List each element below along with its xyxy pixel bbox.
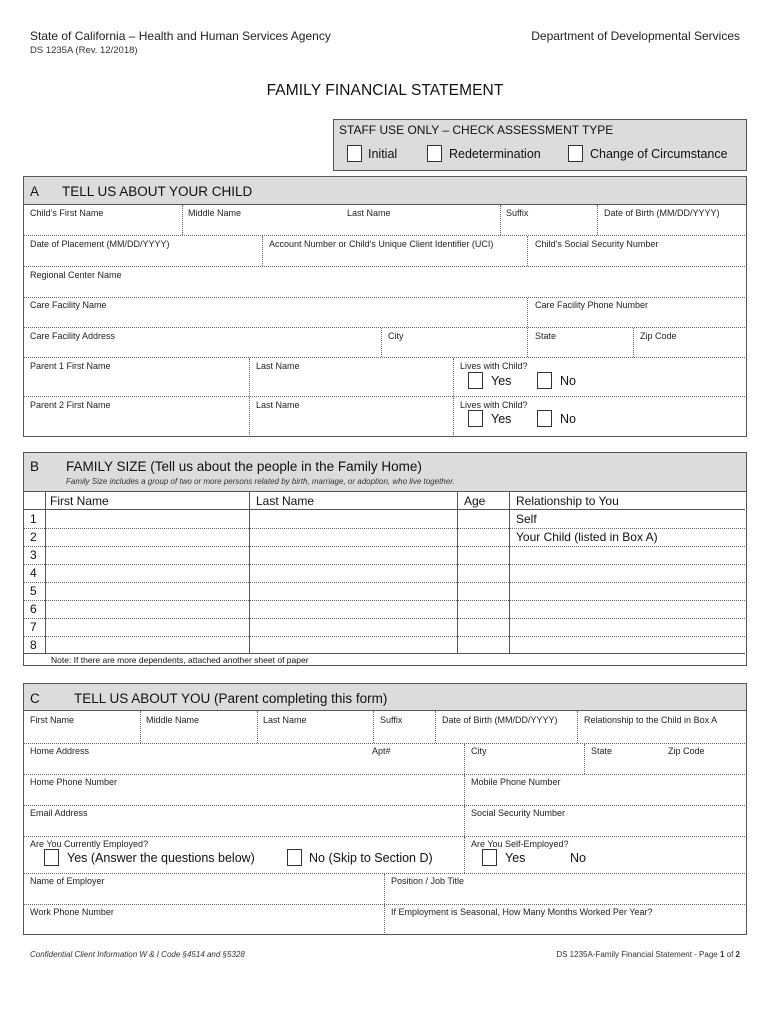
care-facility-state-label: State <box>535 331 557 341</box>
child-first-name-label: Child’s First Name <box>30 208 104 218</box>
footer-confidential: Confidential Client Information W & I Code §4514 and §5328 <box>30 950 245 959</box>
parent-suffix-label: Suffix <box>380 715 403 725</box>
redetermination-label: Redetermination <box>449 147 541 161</box>
care-facility-phone-label: Care Facility Phone Number <box>535 300 649 310</box>
self-employed-yes-checkbox[interactable] <box>482 849 497 866</box>
parent1-first-name-label: Parent 1 First Name <box>30 361 111 371</box>
initial-checkbox[interactable] <box>347 145 362 162</box>
employed-yes-checkbox[interactable] <box>44 849 59 866</box>
child-last-name-label: Last Name <box>347 208 391 218</box>
family-row-number: 8 <box>30 638 37 652</box>
family-row-divider <box>24 546 745 547</box>
employed-yes-label: Yes (Answer the questions below) <box>67 851 255 865</box>
form-id: DS 1235A (Rev. 12/2018) <box>30 45 138 56</box>
position-label: Position / Job Title <box>391 876 465 886</box>
footer-of: of <box>724 950 736 959</box>
family-row-divider <box>24 528 745 529</box>
parent1-yes-checkbox[interactable] <box>468 372 483 389</box>
seasonal-label: If Employment is Seasonal, How Many Months Worked Per Year? <box>391 907 653 917</box>
family-row-relationship: Self <box>516 512 537 526</box>
family-row-divider <box>24 564 745 565</box>
parent-first-name-label: First Name <box>30 715 75 725</box>
parent2-no-label: No <box>560 412 576 426</box>
parent-state-label: State <box>591 746 613 756</box>
section-a-title: TELL US ABOUT YOUR CHILD <box>62 184 253 199</box>
regional-center-label: Regional Center Name <box>30 270 122 280</box>
parent1-no-checkbox[interactable] <box>537 372 552 389</box>
date-placement-label: Date of Placement (MM/DD/YYYY) <box>30 239 170 249</box>
family-table-bottom-rule <box>24 653 745 654</box>
family-row-divider <box>24 636 745 637</box>
parent1-last-name-label: Last Name <box>256 361 300 371</box>
col-last-name: Last Name <box>256 494 315 508</box>
col-relationship: Relationship to You <box>516 494 619 508</box>
redetermination-checkbox[interactable] <box>427 145 442 162</box>
parent2-no-checkbox[interactable] <box>537 410 552 427</box>
family-row-number: 4 <box>30 566 37 580</box>
employed-no-checkbox[interactable] <box>287 849 302 866</box>
section-c-title: TELL US ABOUT YOU (Parent completing this form) <box>74 691 388 706</box>
care-facility-city-label: City <box>388 331 404 341</box>
change-of-circumstance-label: Change of Circumstance <box>590 147 728 161</box>
account-number-label: Account Number or Child’s Unique Client Identifier (UCI) <box>269 239 494 249</box>
self-employed-yes-label: Yes <box>505 851 526 865</box>
mobile-phone-label: Mobile Phone Number <box>471 777 561 787</box>
parent-zip-label: Zip Code <box>668 746 705 756</box>
work-phone-label: Work Phone Number <box>30 907 114 917</box>
family-row-number: 5 <box>30 584 37 598</box>
parent-dob-label: Date of Birth (MM/DD/YYYY) <box>442 715 558 725</box>
parent-relationship-label: Relationship to the Child in Box A <box>584 715 718 725</box>
family-row-divider <box>24 618 745 619</box>
change-of-circumstance-checkbox[interactable] <box>568 145 583 162</box>
care-facility-name-label: Care Facility Name <box>30 300 107 310</box>
footer-page-info <box>556 950 740 959</box>
care-facility-address-label: Care Facility Address <box>30 331 116 341</box>
col-first-name: First Name <box>50 494 109 508</box>
parent2-last-name-label: Last Name <box>256 400 300 410</box>
parent2-yes-checkbox[interactable] <box>468 410 483 427</box>
self-employed-no-label[interactable]: No <box>570 851 586 865</box>
section-b-subtitle: Family Size includes a group of two or more persons related by birth, marriage, or adoption, who live together. <box>66 477 455 486</box>
apt-label: Apt# <box>372 746 391 756</box>
care-facility-zip-label: Zip Code <box>640 331 677 341</box>
section-a-letter: A <box>30 184 40 199</box>
family-row-divider <box>24 582 745 583</box>
footer-form-name: DS 1235A-Family Financial Statement - Page <box>556 950 720 959</box>
child-middle-name-label: Middle Name <box>188 208 242 218</box>
agency-name: State of California – Health and Human Services Agency <box>30 29 331 43</box>
family-row-number: 1 <box>30 512 37 526</box>
home-address-label: Home Address <box>30 746 90 756</box>
family-row-number: 6 <box>30 602 37 616</box>
parent1-no-label: No <box>560 374 576 388</box>
parent-last-name-label: Last Name <box>263 715 307 725</box>
employer-label: Name of Employer <box>30 876 105 886</box>
parent-middle-name-label: Middle Name <box>146 715 200 725</box>
footer-page-total: 2 <box>735 950 740 959</box>
col-age: Age <box>464 494 486 508</box>
email-label: Email Address <box>30 808 88 818</box>
child-dob-label: Date of Birth (MM/DD/YYYY) <box>604 208 720 218</box>
parent-city-label: City <box>471 746 487 756</box>
family-row-number: 2 <box>30 530 37 544</box>
home-phone-label: Home Phone Number <box>30 777 118 787</box>
child-suffix-label: Suffix <box>506 208 529 218</box>
staff-use-title: STAFF USE ONLY – CHECK ASSESSMENT TYPE <box>339 123 614 137</box>
child-ssn-label: Child’s Social Security Number <box>535 239 659 249</box>
initial-label: Initial <box>368 147 398 161</box>
department-name: Department of Developmental Services <box>531 29 740 43</box>
parent-ssn-label: Social Security Number <box>471 808 566 818</box>
footer-page-number: 1 <box>719 950 725 959</box>
parent2-yes-label: Yes <box>491 412 512 426</box>
parent1-lives-with-label: Lives with Child? <box>460 361 528 371</box>
section-b-letter: B <box>30 459 40 474</box>
parent2-first-name-label: Parent 2 First Name <box>30 400 111 410</box>
section-b-title: FAMILY SIZE (Tell us about the people in the Family Home) <box>66 459 422 474</box>
parent1-yes-label: Yes <box>491 374 512 388</box>
employed-no-label: No (Skip to Section D) <box>309 851 433 865</box>
family-row-divider <box>24 600 745 601</box>
self-employed-question: Are You Self-Employed? <box>471 839 569 849</box>
page-title: FAMILY FINANCIAL STATEMENT <box>266 82 504 99</box>
family-row-number: 3 <box>30 548 37 562</box>
section-b-note: Note: If there are more dependents, attached another sheet of paper <box>51 655 309 665</box>
family-row-relationship: Your Child (listed in Box A) <box>516 530 658 544</box>
family-row-number: 7 <box>30 620 37 634</box>
section-c-letter: C <box>30 691 40 706</box>
employed-question: Are You Currently Employed? <box>30 839 149 849</box>
parent2-lives-with-label: Lives with Child? <box>460 400 528 410</box>
